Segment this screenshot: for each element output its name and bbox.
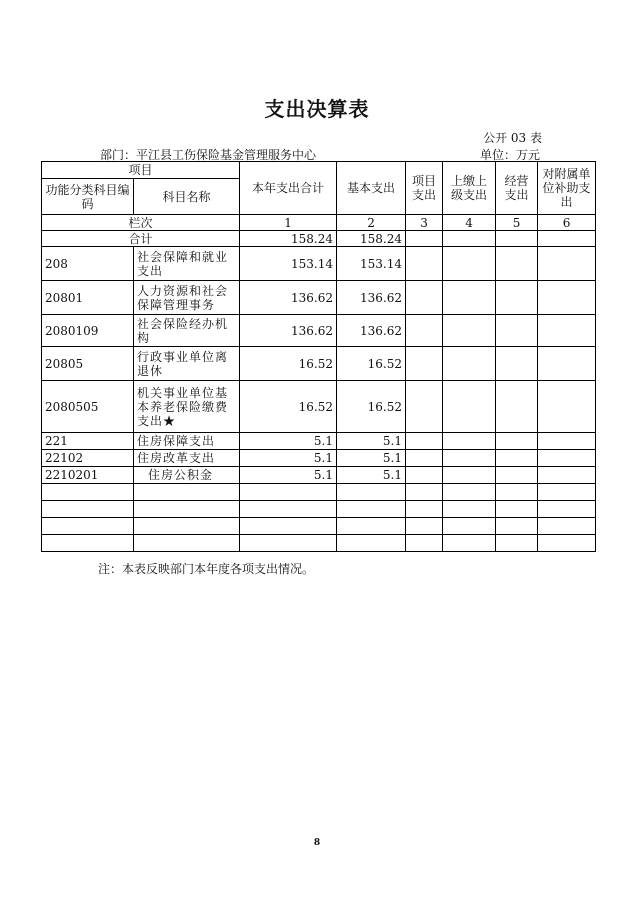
row-total: 5.1 (240, 467, 337, 484)
unit-label: 单位：万元 (479, 148, 540, 162)
header-subsidiary: 对附属单位补助支出 (538, 162, 596, 215)
column-number: 3 (406, 215, 443, 231)
total-amount: 158.24 (240, 231, 337, 247)
form-number: 公开 03 表 (483, 131, 542, 145)
total-label: 合计 (42, 231, 240, 247)
row-name: 住房改革支出 (134, 450, 240, 467)
page-number: 8 (313, 838, 321, 848)
row-total: 5.1 (240, 450, 337, 467)
row-name: 社会保障和就业支出 (134, 247, 240, 281)
row-total: 16.52 (240, 347, 337, 381)
header-project-expenditure: 项目支出 (406, 162, 443, 215)
row-name: 行政事业单位离退休 (134, 347, 240, 381)
expenditure-table (41, 161, 596, 552)
row-code: 2080505 (42, 381, 134, 433)
column-number: 5 (496, 215, 538, 231)
row-name: 住房保障支出 (134, 433, 240, 450)
row-total: 153.14 (240, 247, 337, 281)
total-row (42, 231, 596, 247)
row-basic: 136.62 (337, 315, 406, 347)
table-row (42, 281, 596, 315)
table-row (42, 247, 596, 281)
table-row (42, 433, 596, 450)
row-basic: 136.62 (337, 281, 406, 315)
row-name: 机关事业单位基本养老保险缴费支出★ (134, 381, 240, 433)
table-note: 注：本表反映部门本年度各项支出情况。 (98, 562, 315, 576)
department-label: 部门：平江县工伤保险基金管理服务中心 (100, 148, 317, 162)
column-number: 2 (337, 215, 406, 231)
row-code: 22102 (42, 450, 134, 467)
table-row (42, 450, 596, 467)
row-code: 20801 (42, 281, 134, 315)
row-code: 2210201 (42, 467, 134, 484)
row-basic: 5.1 (337, 433, 406, 450)
header-operating: 经营支出 (496, 162, 538, 215)
table-row (42, 467, 596, 484)
row-total: 16.52 (240, 381, 337, 433)
table-row (42, 347, 596, 381)
row-basic: 5.1 (337, 467, 406, 484)
header-basic: 基本支出 (337, 162, 406, 215)
row-basic: 16.52 (337, 347, 406, 381)
header-remit-superior: 上缴上级支出 (443, 162, 496, 215)
row-name: 社会保险经办机构 (134, 315, 240, 347)
header-total: 本年支出合计 (240, 162, 337, 215)
empty-row (42, 518, 596, 535)
column-number: 1 (240, 215, 337, 231)
row-total: 136.62 (240, 281, 337, 315)
header-project: 项目 (42, 162, 240, 179)
page-title: 支出决算表 (264, 97, 370, 121)
row-basic: 5.1 (337, 450, 406, 467)
column-order-label: 栏次 (42, 215, 240, 231)
row-code: 2080109 (42, 315, 134, 347)
header-code: 功能分类科目编码 (42, 179, 134, 215)
row-code: 208 (42, 247, 134, 281)
column-number: 4 (443, 215, 496, 231)
row-name: 住房公积金 (134, 467, 240, 484)
row-name: 人力资源和社会保障管理事务 (134, 281, 240, 315)
row-total: 136.62 (240, 315, 337, 347)
row-total: 5.1 (240, 433, 337, 450)
empty-row (42, 501, 596, 518)
row-basic: 16.52 (337, 381, 406, 433)
row-basic: 153.14 (337, 247, 406, 281)
empty-row (42, 484, 596, 501)
row-code: 221 (42, 433, 134, 450)
table-row (42, 315, 596, 347)
header-subject-name: 科目名称 (134, 179, 240, 215)
row-code: 20805 (42, 347, 134, 381)
table-row (42, 381, 596, 433)
empty-row (42, 535, 596, 552)
total-basic: 158.24 (337, 231, 406, 247)
column-number: 6 (538, 215, 596, 231)
